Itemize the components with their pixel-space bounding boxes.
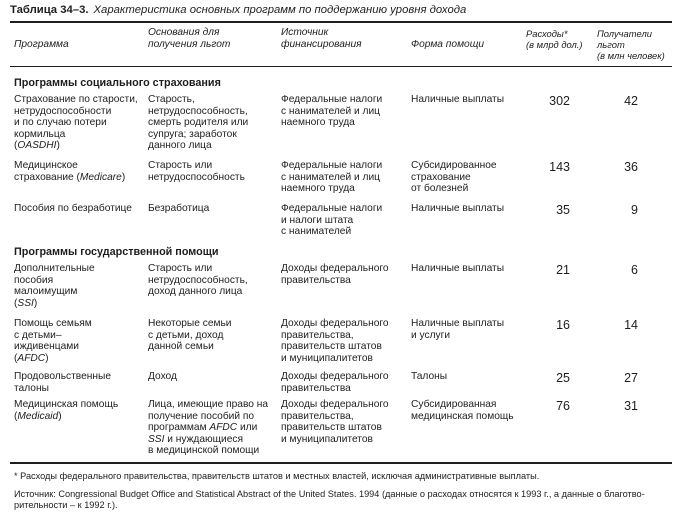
cell-recipients: 14: [624, 318, 638, 332]
header-recipients: Получатели льгот (в млн человек): [597, 28, 665, 61]
cell-spending: 302: [549, 94, 570, 108]
cell-funding: Федеральные налоги с нанимателей и лиц наемного труда: [281, 94, 383, 129]
cell-eligibility: Старость, нетрудоспособность, смерть родителя или супруга; заработок данного лица: [148, 94, 249, 152]
source-note: Источник: Congressional Budget Office and Statistical Abstract of the United States. 1994 (данные о расходах относятся к 1993 г., а данные о благотво- рительности – к 1992 г.).: [14, 489, 645, 510]
cell-form: Талоны: [411, 371, 448, 382]
cell-spending: 35: [556, 203, 570, 217]
cell-recipients: 31: [624, 399, 638, 413]
cell-spending: 76: [556, 399, 570, 413]
cell-funding: Доходы федерального правительства, правительств штатов и муниципалитетов: [281, 318, 389, 364]
cell-form: Наличные выплаты: [411, 94, 505, 105]
section-title: Программы государственной помощи: [14, 246, 219, 258]
cell-program: Помощь семьям с детьми– иждивенцами (AFDC): [14, 318, 92, 364]
cell-eligibility: Лица, имеющие право на получение пособий по программам AFDC или SSI и нуждающиеся в медицинской помощи: [148, 399, 269, 457]
cell-program: Медицинское страхование (Medicare): [14, 160, 126, 183]
cell-form: Субсидированное страхование от болезней: [411, 160, 497, 195]
cell-funding: Федеральные налоги с нанимателей и лиц наемного труда: [281, 160, 383, 195]
cell-program: Дополнительные пособия малоимущим (SSI): [14, 263, 95, 309]
cell-funding: Доходы федерального правительства, правительств штатов и муниципалитетов: [281, 399, 389, 445]
header-funding: Источник финансирования: [281, 27, 362, 50]
cell-spending: 25: [556, 371, 570, 385]
cell-eligibility: Доход: [148, 371, 177, 382]
cell-eligibility: Старость или нетрудоспособность: [148, 160, 245, 183]
cell-funding: Федеральные налоги и налоги штата с нанимателей: [281, 203, 383, 238]
cell-funding: Доходы федерального правительства: [281, 371, 389, 394]
cell-eligibility: Безработица: [148, 203, 210, 214]
cell-form: Наличные выплаты и услуги: [411, 318, 505, 341]
bottom-rule: [10, 462, 672, 464]
cell-form: Субсидированная медицинская помощь: [411, 399, 514, 422]
cell-recipients: 9: [631, 203, 638, 217]
top-rule: [10, 21, 672, 23]
cell-spending: 21: [556, 263, 570, 277]
header-program: Программа: [14, 39, 69, 50]
header-eligibility: Основания для получения льгот: [148, 27, 231, 50]
cell-eligibility: Некоторые семьи с детьми, доход данной семьи: [148, 318, 232, 353]
cell-form: Наличные выплаты: [411, 203, 505, 214]
table-caption-title: Характеристика основных программ по поддержанию уровня дохода: [93, 4, 467, 16]
cell-program: Медицинская помощь (Medicaid): [14, 399, 119, 422]
cell-program: Пособия по безработице: [14, 203, 132, 214]
cell-program: Страхование по старости, нетрудоспособности и по случаю потери кормильца (OASDHI): [14, 94, 138, 152]
cell-funding: Доходы федерального правительства: [281, 263, 389, 286]
cell-program: Продовольственные талоны: [14, 371, 111, 394]
header-form: Форма помощи: [411, 39, 485, 50]
cell-recipients: 36: [624, 160, 638, 174]
cell-recipients: 27: [624, 371, 638, 385]
cell-spending: 16: [556, 318, 570, 332]
header-spending: Расходы* (в млрд дол.): [526, 28, 583, 50]
table-caption: [10, 3, 466, 17]
header-rule: [10, 66, 672, 67]
footnote: * Расходы федерального правительства, правительств штатов и местных властей, исключая административные выплаты.: [14, 471, 540, 481]
section-title: Программы социального страхования: [14, 77, 221, 89]
cell-recipients: 42: [624, 94, 638, 108]
cell-form: Наличные выплаты: [411, 263, 505, 274]
cell-spending: 143: [549, 160, 570, 174]
cell-recipients: 6: [631, 263, 638, 277]
cell-eligibility: Старость или нетрудоспособность, доход данного лица: [148, 263, 248, 298]
table-caption-label: Таблица 34–3.: [10, 4, 89, 16]
